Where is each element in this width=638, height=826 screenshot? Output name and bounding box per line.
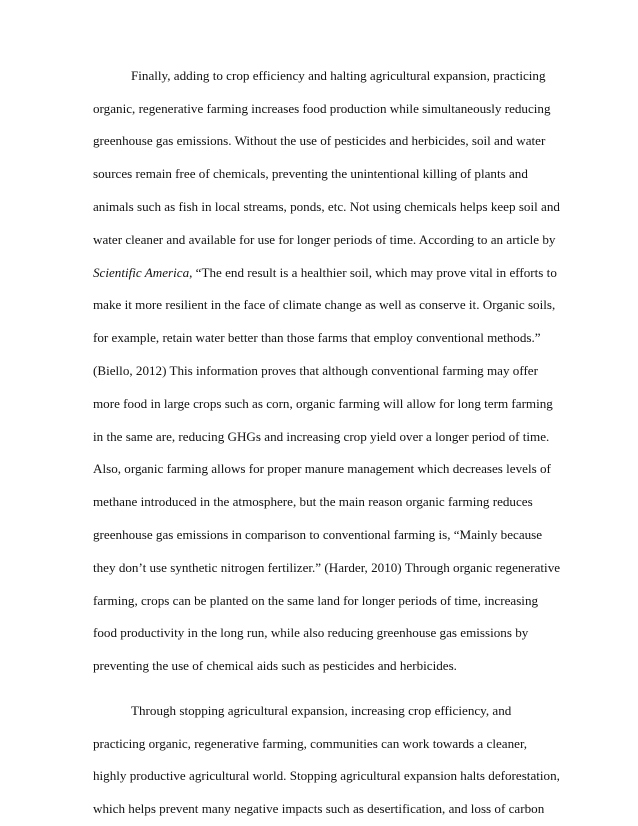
paragraph-1-line-15: greenhouse gas emissions in comparison to conventional farming is, “Mainly because bbox=[93, 527, 543, 542]
source-title: Scientific America bbox=[93, 265, 190, 280]
paragraph-1-line-3: greenhouse gas emissions. Without the use of pesticides and herbicides, soil and water bbox=[93, 133, 546, 148]
paragraph-1-line-6: water cleaner and available for use for longer periods of time. According to an article by bbox=[93, 232, 556, 247]
paragraph-1-line-10: (Biello, 2012) This information proves that although conventional farming may offer bbox=[93, 363, 538, 378]
paragraph-1-line-14: methane introduced in the atmosphere, but the main reason organic farming reduces bbox=[93, 494, 533, 509]
paragraph-1-line-19: preventing the use of chemical aids such as pesticides and herbicides. bbox=[93, 658, 457, 673]
paragraph-1-line-4: sources remain free of chemicals, preventing the unintentional killing of plants and bbox=[93, 166, 528, 181]
paragraph-1-line-16: they don’t use synthetic nitrogen fertilizer.” (Harder, 2010) Through organic regenerative bbox=[93, 560, 561, 575]
paragraph-2-line-1: Through stopping agricultural expansion, increasing crop efficiency, and bbox=[131, 703, 512, 718]
paragraph-2-line-2: practicing organic, regenerative farming, communities can work towards a cleaner, bbox=[93, 736, 528, 751]
paragraph-1-line-7 bbox=[93, 265, 557, 281]
quote-start: , “The end result is a healthier soil, which may prove vital in efforts to bbox=[189, 265, 557, 280]
paragraph-1-line-12: in the same are, reducing GHGs and increasing crop yield over a longer period of time. bbox=[93, 429, 550, 444]
paragraph-2-line-3: highly productive agricultural world. Stopping agricultural expansion halts deforestation, bbox=[93, 768, 560, 783]
paragraph-2-line-4: which helps prevent many negative impacts such as desertification, and loss of carbon bbox=[93, 801, 545, 816]
paragraph-1-line-18: food productivity in the long run, while also reducing greenhouse gas emissions by bbox=[93, 625, 529, 640]
paragraph-1-line-13: Also, organic farming allows for proper manure management which decreases levels of bbox=[93, 461, 551, 476]
paragraph-1-line-9: for example, retain water better than those farms that employ conventional methods.” bbox=[93, 330, 541, 345]
paragraph-1-line-5: animals such as fish in local streams, ponds, etc. Not using chemicals helps keep soil and bbox=[93, 199, 560, 214]
paragraph-1-line-8: make it more resilient in the face of climate change as well as conserve it. Organic soils, bbox=[93, 297, 556, 312]
paragraph-1-line-11: more food in large crops such as corn, organic farming will allow for long term farming bbox=[93, 396, 553, 411]
paragraph-1-line-17: farming, crops can be planted on the same land for longer periods of time, increasing bbox=[93, 593, 539, 608]
paragraph-1-line-2: organic, regenerative farming increases food production while simultaneously reducing bbox=[93, 101, 551, 116]
paragraph-1-line-1: Finally, adding to crop efficiency and halting agricultural expansion, practicing bbox=[131, 68, 546, 83]
